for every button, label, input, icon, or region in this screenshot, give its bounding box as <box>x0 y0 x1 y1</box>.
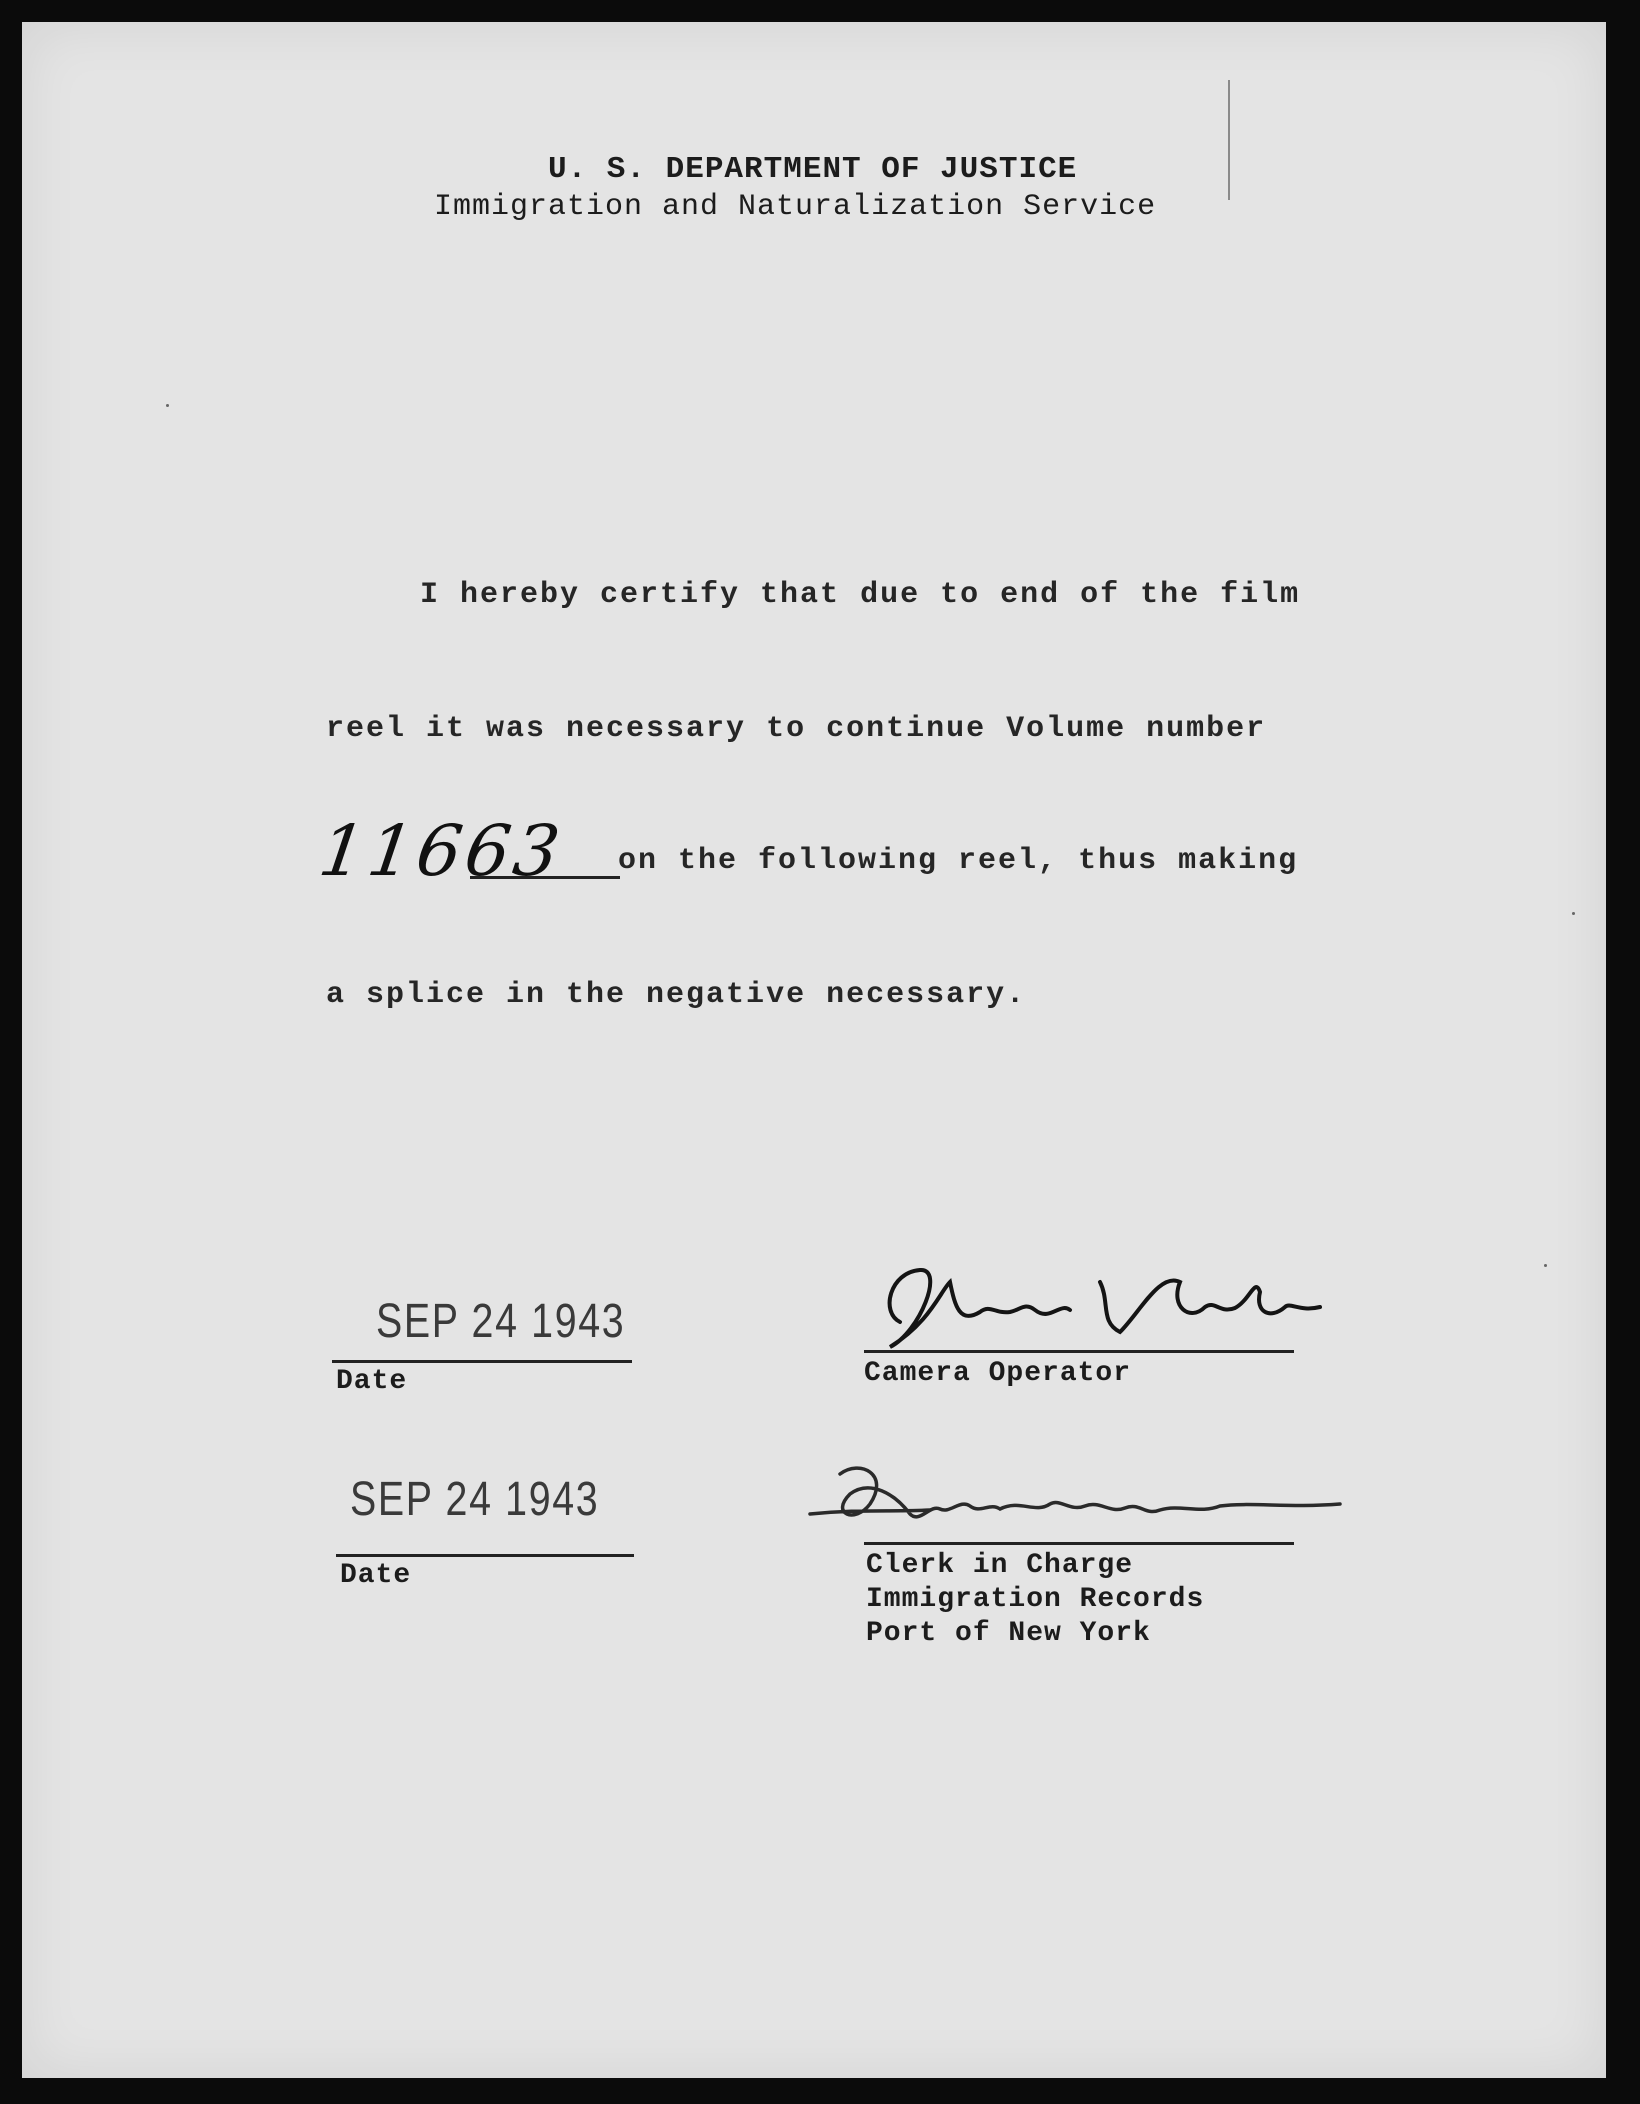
paper-speck <box>166 404 169 407</box>
camera-operator-signature <box>860 1252 1340 1362</box>
date-stamp-camera: SEP 24 1943 <box>376 1295 626 1348</box>
certification-line-3: on the following reel, thus making <box>618 844 1299 878</box>
paper-speck <box>1572 912 1575 915</box>
handwritten-volume-number: 11663 <box>314 810 569 892</box>
clerk-title-line-3: Port of New York <box>866 1618 1151 1649</box>
date-rule-camera <box>332 1360 632 1363</box>
paper-speck <box>1544 1264 1547 1267</box>
camera-operator-title: Camera Operator <box>864 1358 1132 1389</box>
agency-heading: U. S. DEPARTMENT OF JUSTICE <box>548 152 1078 187</box>
date-label-camera: Date <box>336 1366 408 1397</box>
clerk-signature <box>800 1454 1360 1544</box>
volume-number-underline <box>470 876 620 879</box>
clerk-title-line-1: Clerk in Charge <box>866 1550 1134 1581</box>
signature-rule-camera <box>864 1350 1294 1353</box>
certification-line-4: a splice in the negative necessary. <box>326 978 1027 1012</box>
signature-rule-clerk <box>864 1542 1294 1545</box>
date-label-clerk: Date <box>340 1560 412 1591</box>
document-sheet <box>22 22 1606 2078</box>
clerk-title-line-2: Immigration Records <box>866 1584 1205 1615</box>
certification-line-1: I hereby certify that due to end of the film <box>420 578 1301 612</box>
fold-mark <box>1228 80 1230 200</box>
certification-line-2: reel it was necessary to continue Volume number <box>326 712 1267 746</box>
date-rule-clerk <box>336 1554 634 1557</box>
date-stamp-clerk: SEP 24 1943 <box>350 1473 600 1526</box>
service-heading: Immigration and Naturalization Service <box>434 190 1157 224</box>
